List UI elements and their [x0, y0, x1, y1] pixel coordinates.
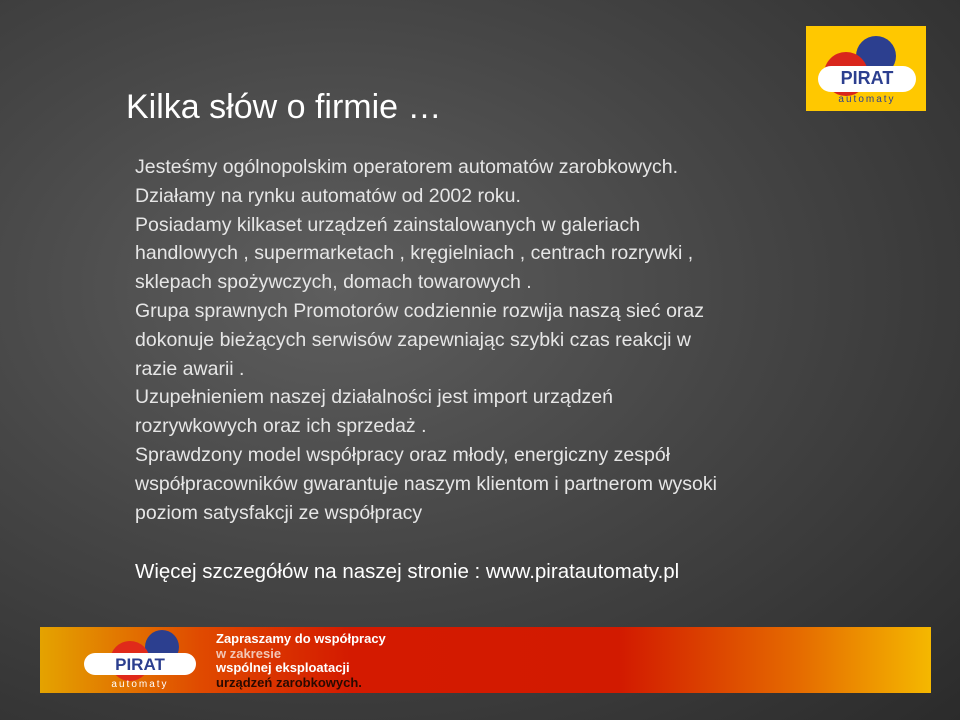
body-line: razie awarii . [135, 357, 245, 380]
banner-pirat-logo [72, 627, 212, 693]
body-line: poziom satysfakcji ze współpracy [135, 501, 423, 524]
body-paragraph [135, 441, 855, 527]
body-line: dokonuje bieżących serwisów zapewniając szybki czas reakcji w [135, 328, 691, 351]
body-line: współpracowników gwarantuje naszym klientom i partnerom wysoki [135, 472, 717, 495]
banner-line: w zakresie [216, 645, 282, 661]
body-line: Posiadamy kilkaset urządzeń zainstalowanych w galeriach [135, 213, 641, 236]
banner-logo-tagline-text: automaty [111, 679, 169, 690]
body-paragraph [135, 153, 855, 182]
banner-text [216, 632, 476, 690]
body-line: handlowych , supermarketach , kręgielniach , centrach rozrywki , [135, 242, 694, 265]
body-line: Grupa sprawnych Promotorów codziennie rozwija naszą sieć oraz [135, 299, 705, 322]
banner-line: wspólnej eksploatacji [216, 660, 350, 675]
banner-logo-brand-text: PIRAT [115, 655, 165, 674]
banner-line: urządzeń zarobkowych. [216, 674, 362, 690]
logo-tagline-text: automaty [838, 94, 896, 105]
body-line: Sprawdzony model współpracy oraz młody, energiczny zespół [135, 443, 671, 466]
body-line: Jesteśmy ogólnopolskim operatorem automatów zarobkowych. [135, 156, 679, 178]
slide-body [135, 153, 855, 527]
body-line: sklepach spożywczych, domach towarowych . [135, 271, 532, 294]
body-line: rozrywkowych oraz ich sprzedaż . [135, 415, 427, 438]
body-paragraph [135, 182, 855, 211]
logo-brand-text: PIRAT [840, 68, 894, 88]
body-line: Działamy na rynku automatów od 2002 roku. [135, 184, 521, 207]
website-info: Więcej szczegółów na naszej stronie : www.piratautomaty.pl [135, 560, 680, 583]
body-paragraph [135, 211, 855, 297]
banner-line: Zapraszamy do współpracy [216, 631, 386, 646]
cooperation-banner [40, 627, 931, 693]
body-paragraph [135, 383, 855, 441]
pirat-logo-graphic [806, 26, 926, 111]
body-line: Uzupełnieniem naszej działalności jest import urządzeń [135, 386, 613, 409]
pirat-logo [806, 26, 926, 111]
slide-title: Kilka słów o firmie … [126, 88, 442, 126]
body-paragraph [135, 297, 855, 383]
